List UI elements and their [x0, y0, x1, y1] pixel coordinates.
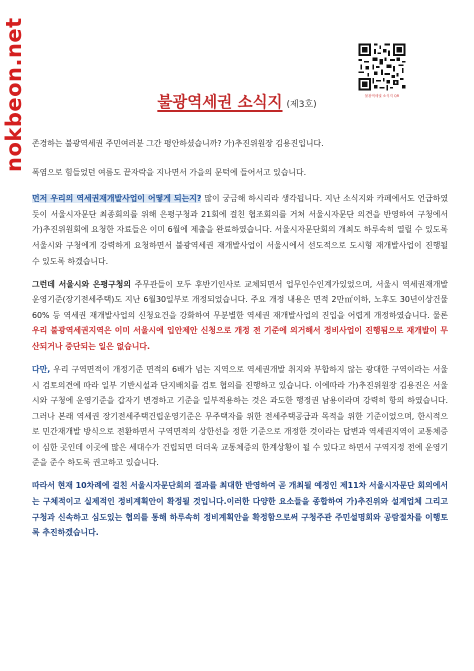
paragraph-standard-revision: [32, 277, 448, 355]
paragraph-text: 많이 궁금해 하시리라 생각됩니다. 지난 소식지와 카페에서도 언급하였듯이 서울시자문단 최종회의를 위해 은평구청과 21회에 걸친 협조회의를 거쳐 서울시자문단 의견을 반영하여 구청에서 가)추진위원회에 요청한 자료들은 이미 6월에 제출을 완료하였습니다. 서울시자문단회의 개최도 하루속히 열릴 수 있도록 서울시와 구청에게 강력하게 요청하면서 불광역세권 재개발사업이 서울시에서 선도적으로 도시형 재개발사업이 진행될 수 있도록 하겠습니다.: [32, 194, 448, 266]
paragraph-project-status: [32, 191, 448, 269]
greeting-paragraph: 존경하는 불광역세권 주민여러분 그간 평안하셨습니까? 가)추진위원장 김용진입니다.: [32, 139, 324, 148]
intro-paragraph: 폭염으로 힘들었던 여름도 끝자락을 지나면서 가을의 문턱에 들어서고 있습니다.: [32, 167, 307, 177]
paragraph-emphasis: 우리 불광역세권지역은 이미 서울시에 입안제안 신청으로 개정 전 기준에 의거해서 정비사업이 진행됨으로 재개발이 무산되거나 중단되는 일은 없습니다.: [32, 326, 448, 351]
header: [0, 90, 474, 112]
qr-caption: 불광역세권 소식지 QR: [364, 94, 400, 98]
newsletter-body: [32, 136, 448, 548]
paragraph-lead: 다만,: [32, 364, 51, 374]
paragraph-text: 주무관들이 모두 후반기인사로 교체되면서 업무인수인계가있었으며, 서울시 역세권재개발 운영기준(장기전세주택)도 지난 6월30일부로 개정되었습니다. 주요 개정 내용은 면적 2만㎡이하, 노후도 30년이상건물 60% 등 역세권 재개발사업의 신청요건을 강화하여 무분별한 역세권 재개발사업의 진입을 어렵게 개정하였습니다. 물론: [32, 279, 449, 320]
site-watermark: nokbeon.net: [2, 17, 26, 173]
qr-code-icon: [357, 42, 407, 92]
paragraph-area-review: [32, 362, 448, 471]
page-title: 불광역세권 소식지: [157, 93, 283, 111]
paragraph-lead: 먼저 우리의 역세권재개발사업이 어떻게 되는지?: [32, 194, 202, 204]
paragraph-lead: 그런데 서울시와 은평구청의: [32, 279, 132, 289]
paragraph-text: 우리 구역면적이 개정기준 면적의 6배가 넘는 지역으로 역세권개발 취지와 부합하지 않는 광대한 구역이라는 서울시 검토의견에 따라 일부 기반시설과 단지배치를 검토 협의를 진행하고 있습니다. 이에따라 가)추진위원장 김용진은 서울시와 구청에 운영기준을 갑자기 변경하고 기준을 일부적용하는 것은 과도한 행정권 남용이라며 강력히 항의 하였습니다. 그러나 본래 역세권 장기전세주택건립운영기준은 무주택자를 위한 전세주택공급과 목적을 위한 기준이었으며, 한시적으로 민간재개발 방식으로 전환하면서 구역면적의 상한선을 정한 기준으로 개정한 것이라는 답변과 역세권지역이 교통체증이 심한 곳인데 이곳에 많은 세대수가 건립되면 더더욱 교통체증의 한계상황이 될 수 있다고 하면서 구역지정 전에 운영기준을 준수 하도록 권고하고 있습니다.: [32, 364, 448, 468]
issue-number: (제3호): [286, 100, 317, 110]
paragraph-conclusion: 따라서 현재 10차례에 걸친 서울시자문단회의 결과를 최대한 반영하여 곧 개최될 예정인 제11차 서울시자문단 회의에서는 구체적이고 실제적인 정비계획안이 확정될 것입니다.이러한 다양한 요소들을 종합하여 가)추진위와 설계업체 그리고 구청과 신속하고 심도있는 협의를 통해 하루속히 정비계획안을 확정함으로써 구청주관 주민설명회와 공람절차를 이행토록 추진하겠습니다.: [32, 481, 448, 538]
